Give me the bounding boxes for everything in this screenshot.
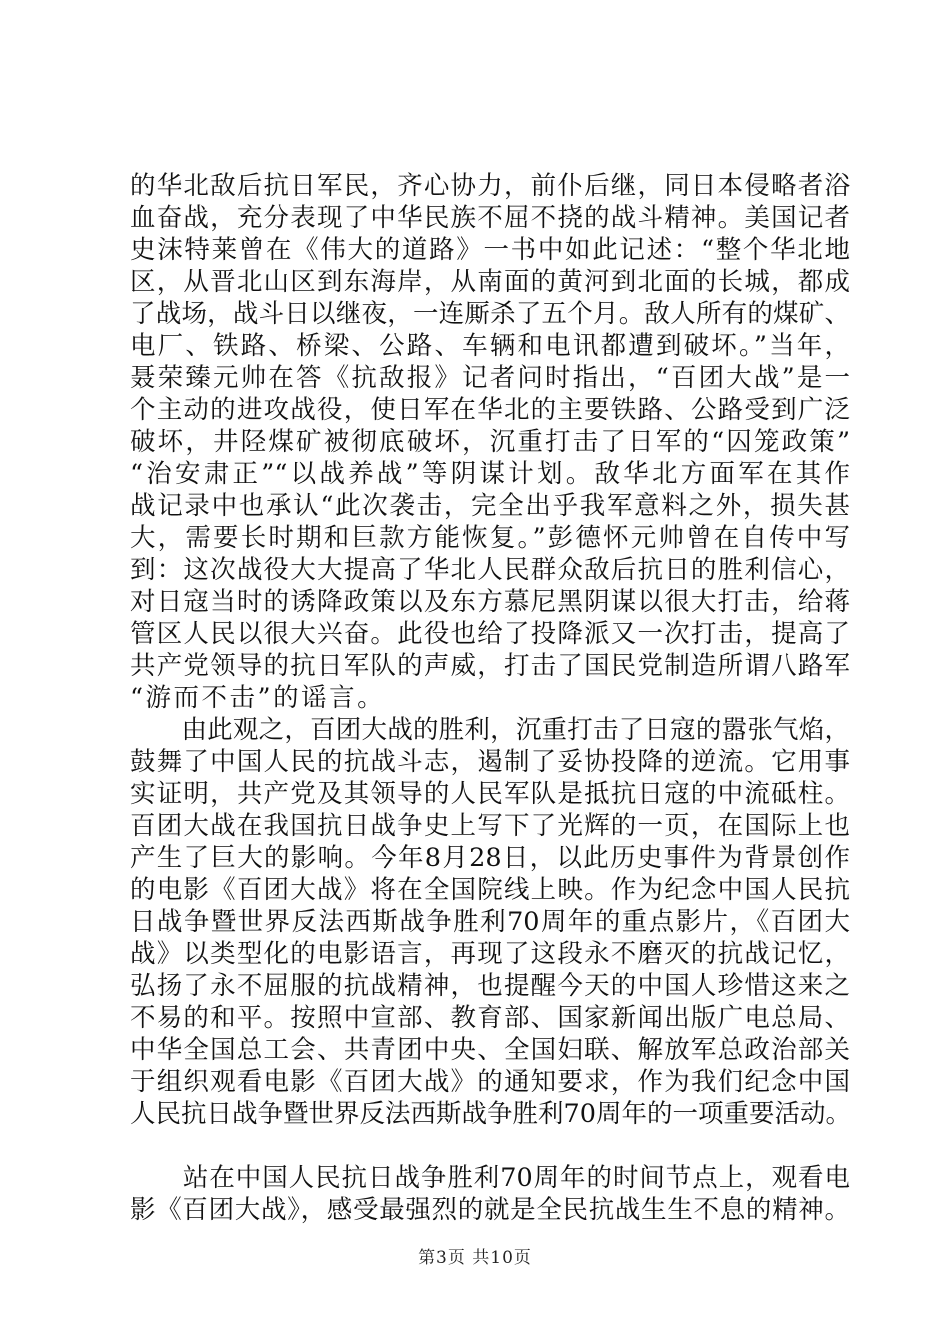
text-line: 影《百团大战》，感受最强烈的就是全民抗战生生不息的精神。 [130, 1195, 850, 1225]
text-line: 大，需要长时期和巨款方能恢复。”彭德怀元帅曾在自传中写 [130, 523, 850, 553]
text-line: 共产党领导的抗日军队的声威，打击了国民党制造所谓八路军 [130, 651, 850, 681]
text-line: 于组织观看电影《百团大战》的通知要求，作为我们纪念中国 [130, 1067, 850, 1097]
text-line: 产生了巨大的影响。今年8月28日，以此历史事件为背景创作 [130, 843, 850, 873]
text-line: 弘扬了永不屈服的抗战精神，也提醒今天的中国人珍惜这来之 [130, 971, 850, 1001]
text-line: 不易的和平。按照中宣部、教育部、国家新闻出版广电总局、 [130, 1003, 850, 1033]
text-line: 鼓舞了中国人民的抗战斗志，遏制了妥协投降的逆流。它用事 [130, 747, 850, 777]
text-line: “治安肃正”“以战养战”等阴谋计划。敌华北方面军在其作 [130, 459, 850, 489]
text-line: 管区人民以很大兴奋。此役也给了投降派又一次打击，提高了 [130, 619, 850, 649]
text-line: 区，从晋北山区到东海岸，从南面的黄河到北面的长城，都成 [130, 267, 850, 297]
text-line: 战》以类型化的电影语言，再现了这段永不磨灭的抗战记忆， [130, 939, 850, 969]
text-line: 聂荣臻元帅在答《抗敌报》记者问时指出，“百团大战”是一 [130, 363, 850, 393]
document-body [130, 170, 850, 1226]
text-line: 电厂、铁路、桥梁、公路、车辆和电讯都遭到破坏。”当年， [130, 331, 850, 361]
text-line: 的华北敌后抗日军民，齐心协力，前仆后继，同日本侵略者浴 [130, 171, 850, 201]
text-line: 中华全国总工会、共青团中央、全国妇联、解放军总政治部关 [130, 1035, 850, 1065]
text-line: 对日寇当时的诱降政策以及东方慕尼黑阴谋以很大打击，给蒋 [130, 587, 850, 617]
text-line: 个主动的进攻战役，使日军在华北的主要铁路、公路受到广泛 [130, 395, 850, 425]
text-line: 战记录中也承认“此次袭击，完全出乎我军意料之外，损失甚 [130, 491, 850, 521]
text-line: 的电影《百团大战》将在全国院线上映。作为纪念中国人民抗 [130, 875, 850, 905]
text-line: 人民抗日战争暨世界反法西斯战争胜利70周年的一项重要活动。 [130, 1099, 851, 1129]
text-line: 了战场，战斗日以继夜，一连厮杀了五个月。敌人所有的煤矿、 [130, 299, 850, 329]
text-line: 日战争暨世界反法西斯战争胜利70周年的重点影片，《百团大 [130, 907, 850, 937]
paragraph-gap [130, 1130, 850, 1162]
text-line: 百团大战在我国抗日战争史上写下了光辉的一页，在国际上也 [130, 811, 850, 841]
text-line: 站在中国人民抗日战争胜利70周年的时间节点上，观看电 [130, 1163, 850, 1193]
text-line: 史沫特莱曾在《伟大的道路》一书中如此记述：“整个华北地 [130, 235, 850, 265]
text-line: 由此观之，百团大战的胜利，沉重打击了日寇的嚣张气焰， [130, 715, 850, 745]
text-line: 实证明，共产党及其领导的人民军队是抵抗日寇的中流砥柱。 [130, 779, 850, 809]
text-line: 到：这次战役大大提高了华北人民群众敌后抗日的胜利信心， [130, 555, 850, 585]
text-line: “游而不击”的谣言。 [130, 683, 386, 713]
text-line: 破坏，井陉煤矿被彻底破坏，沉重打击了日军的“囚笼政策” [130, 427, 850, 457]
page-number-footer: 第3页 共10页 [418, 1248, 532, 1268]
text-line: 血奋战，充分表现了中华民族不屈不挠的战斗精神。美国记者 [130, 203, 850, 233]
